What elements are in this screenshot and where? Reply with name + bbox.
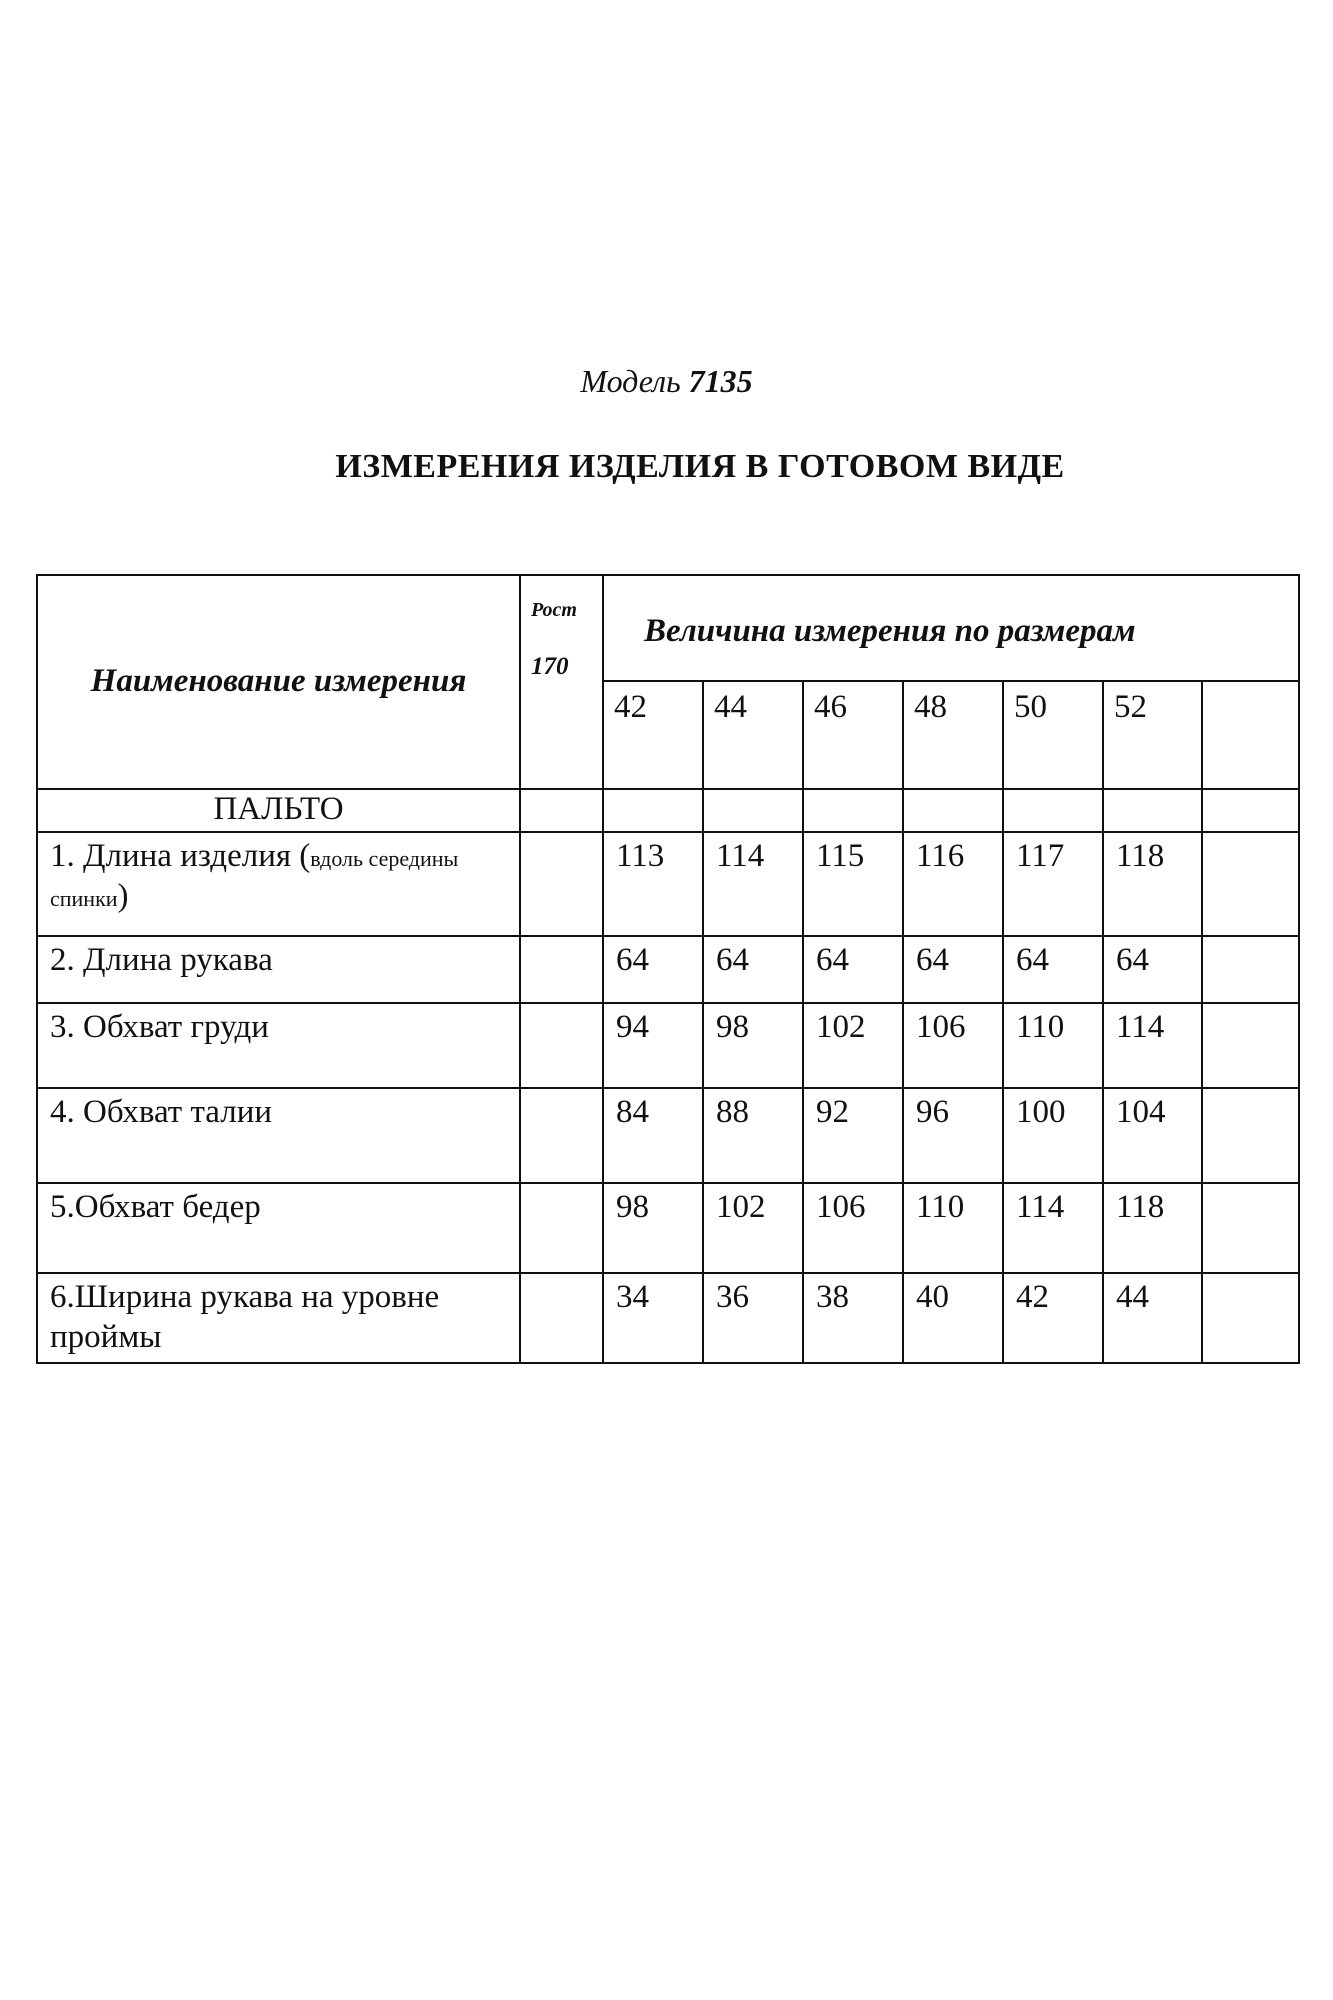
value-cell: 44 xyxy=(1103,1273,1202,1363)
value-cell: 115 xyxy=(803,832,903,936)
height-cell xyxy=(520,1183,603,1273)
value-cell: 88 xyxy=(703,1088,803,1183)
model-word: Модель xyxy=(580,363,681,399)
size-cell: 44 xyxy=(703,681,803,789)
value-cell: 118 xyxy=(1103,1183,1202,1273)
value-cell xyxy=(1202,936,1299,1003)
value-cell xyxy=(1202,1003,1299,1088)
size-cell: 46 xyxy=(803,681,903,789)
empty-cell xyxy=(603,789,703,832)
measurement-name: 4. Обхват талии xyxy=(37,1088,520,1183)
value-cell: 117 xyxy=(1003,832,1103,936)
value-cell xyxy=(1202,1088,1299,1183)
measurement-name-close: ) xyxy=(117,877,129,914)
height-cell xyxy=(520,1273,603,1363)
value-cell: 114 xyxy=(1003,1183,1103,1273)
value-cell: 114 xyxy=(1103,1003,1202,1088)
value-cell: 106 xyxy=(903,1003,1003,1088)
size-cell: 52 xyxy=(1103,681,1202,789)
value-cell: 116 xyxy=(903,832,1003,936)
value-cell: 106 xyxy=(803,1183,903,1273)
table-row xyxy=(37,1273,1299,1363)
header-height xyxy=(520,575,603,789)
size-cell: 42 xyxy=(603,681,703,789)
table-row xyxy=(37,832,1299,936)
header-height-label: Рост xyxy=(531,599,577,621)
section-row xyxy=(37,789,1299,832)
value-cell: 100 xyxy=(1003,1088,1103,1183)
height-cell xyxy=(520,1088,603,1183)
value-cell: 110 xyxy=(903,1183,1003,1273)
value-cell: 42 xyxy=(1003,1273,1103,1363)
value-cell xyxy=(1202,832,1299,936)
value-cell: 38 xyxy=(803,1273,903,1363)
empty-cell xyxy=(803,789,903,832)
value-cell: 94 xyxy=(603,1003,703,1088)
size-cell xyxy=(1202,681,1299,789)
measurement-name: 2. Длина рукава xyxy=(37,936,520,1003)
empty-cell xyxy=(1003,789,1103,832)
empty-cell xyxy=(703,789,803,832)
size-cell: 50 xyxy=(1003,681,1103,789)
table-header-row xyxy=(37,575,1299,681)
value-cell: 102 xyxy=(803,1003,903,1088)
value-cell: 64 xyxy=(603,936,703,1003)
measurement-name xyxy=(37,832,520,936)
height-cell xyxy=(520,936,603,1003)
value-cell: 64 xyxy=(903,936,1003,1003)
header-measurement-name: Наименование измерения xyxy=(37,575,520,789)
value-cell xyxy=(1202,1183,1299,1273)
table-row xyxy=(37,1088,1299,1183)
value-cell: 64 xyxy=(1003,936,1103,1003)
header-sizes-caption: Величина измерения по размерам xyxy=(603,575,1299,681)
value-cell: 98 xyxy=(603,1183,703,1273)
header-height-value: 170 xyxy=(531,653,569,680)
empty-cell xyxy=(1103,789,1202,832)
value-cell: 96 xyxy=(903,1088,1003,1183)
value-cell: 110 xyxy=(1003,1003,1103,1088)
value-cell: 40 xyxy=(903,1273,1003,1363)
table-row xyxy=(37,1003,1299,1088)
empty-cell xyxy=(903,789,1003,832)
table-row xyxy=(37,1183,1299,1273)
value-cell: 114 xyxy=(703,832,803,936)
value-cell: 64 xyxy=(803,936,903,1003)
value-cell: 102 xyxy=(703,1183,803,1273)
section-title: ПАЛЬТО xyxy=(37,789,520,832)
value-cell: 36 xyxy=(703,1273,803,1363)
height-cell xyxy=(520,832,603,936)
value-cell: 34 xyxy=(603,1273,703,1363)
value-cell: 64 xyxy=(703,936,803,1003)
value-cell: 92 xyxy=(803,1088,903,1183)
value-cell: 64 xyxy=(1103,936,1202,1003)
empty-cell xyxy=(1202,789,1299,832)
measurement-name: 3. Обхват груди xyxy=(37,1003,520,1088)
measurement-name-text: 1. Длина изделия ( xyxy=(50,838,311,874)
value-cell: 104 xyxy=(1103,1088,1202,1183)
height-cell xyxy=(520,1003,603,1088)
table-row xyxy=(37,936,1299,1003)
value-cell xyxy=(1202,1273,1299,1363)
value-cell: 98 xyxy=(703,1003,803,1088)
empty-cell xyxy=(520,789,603,832)
measurement-name: 5.Обхват бедер xyxy=(37,1183,520,1273)
value-cell: 118 xyxy=(1103,832,1202,936)
value-cell: 113 xyxy=(603,832,703,936)
model-number: 7135 xyxy=(688,363,753,399)
value-cell: 84 xyxy=(603,1088,703,1183)
model-label xyxy=(0,363,1333,400)
page-title: ИЗМЕРЕНИЯ ИЗДЕЛИЯ В ГОТОВОМ ВИДЕ xyxy=(335,448,1065,485)
measurement-note: вдоль середины спинки xyxy=(50,846,459,911)
measurement-name: 6.Ширина рукава на уровне проймы xyxy=(37,1273,520,1363)
measurement-table xyxy=(36,574,1300,1364)
size-cell: 48 xyxy=(903,681,1003,789)
